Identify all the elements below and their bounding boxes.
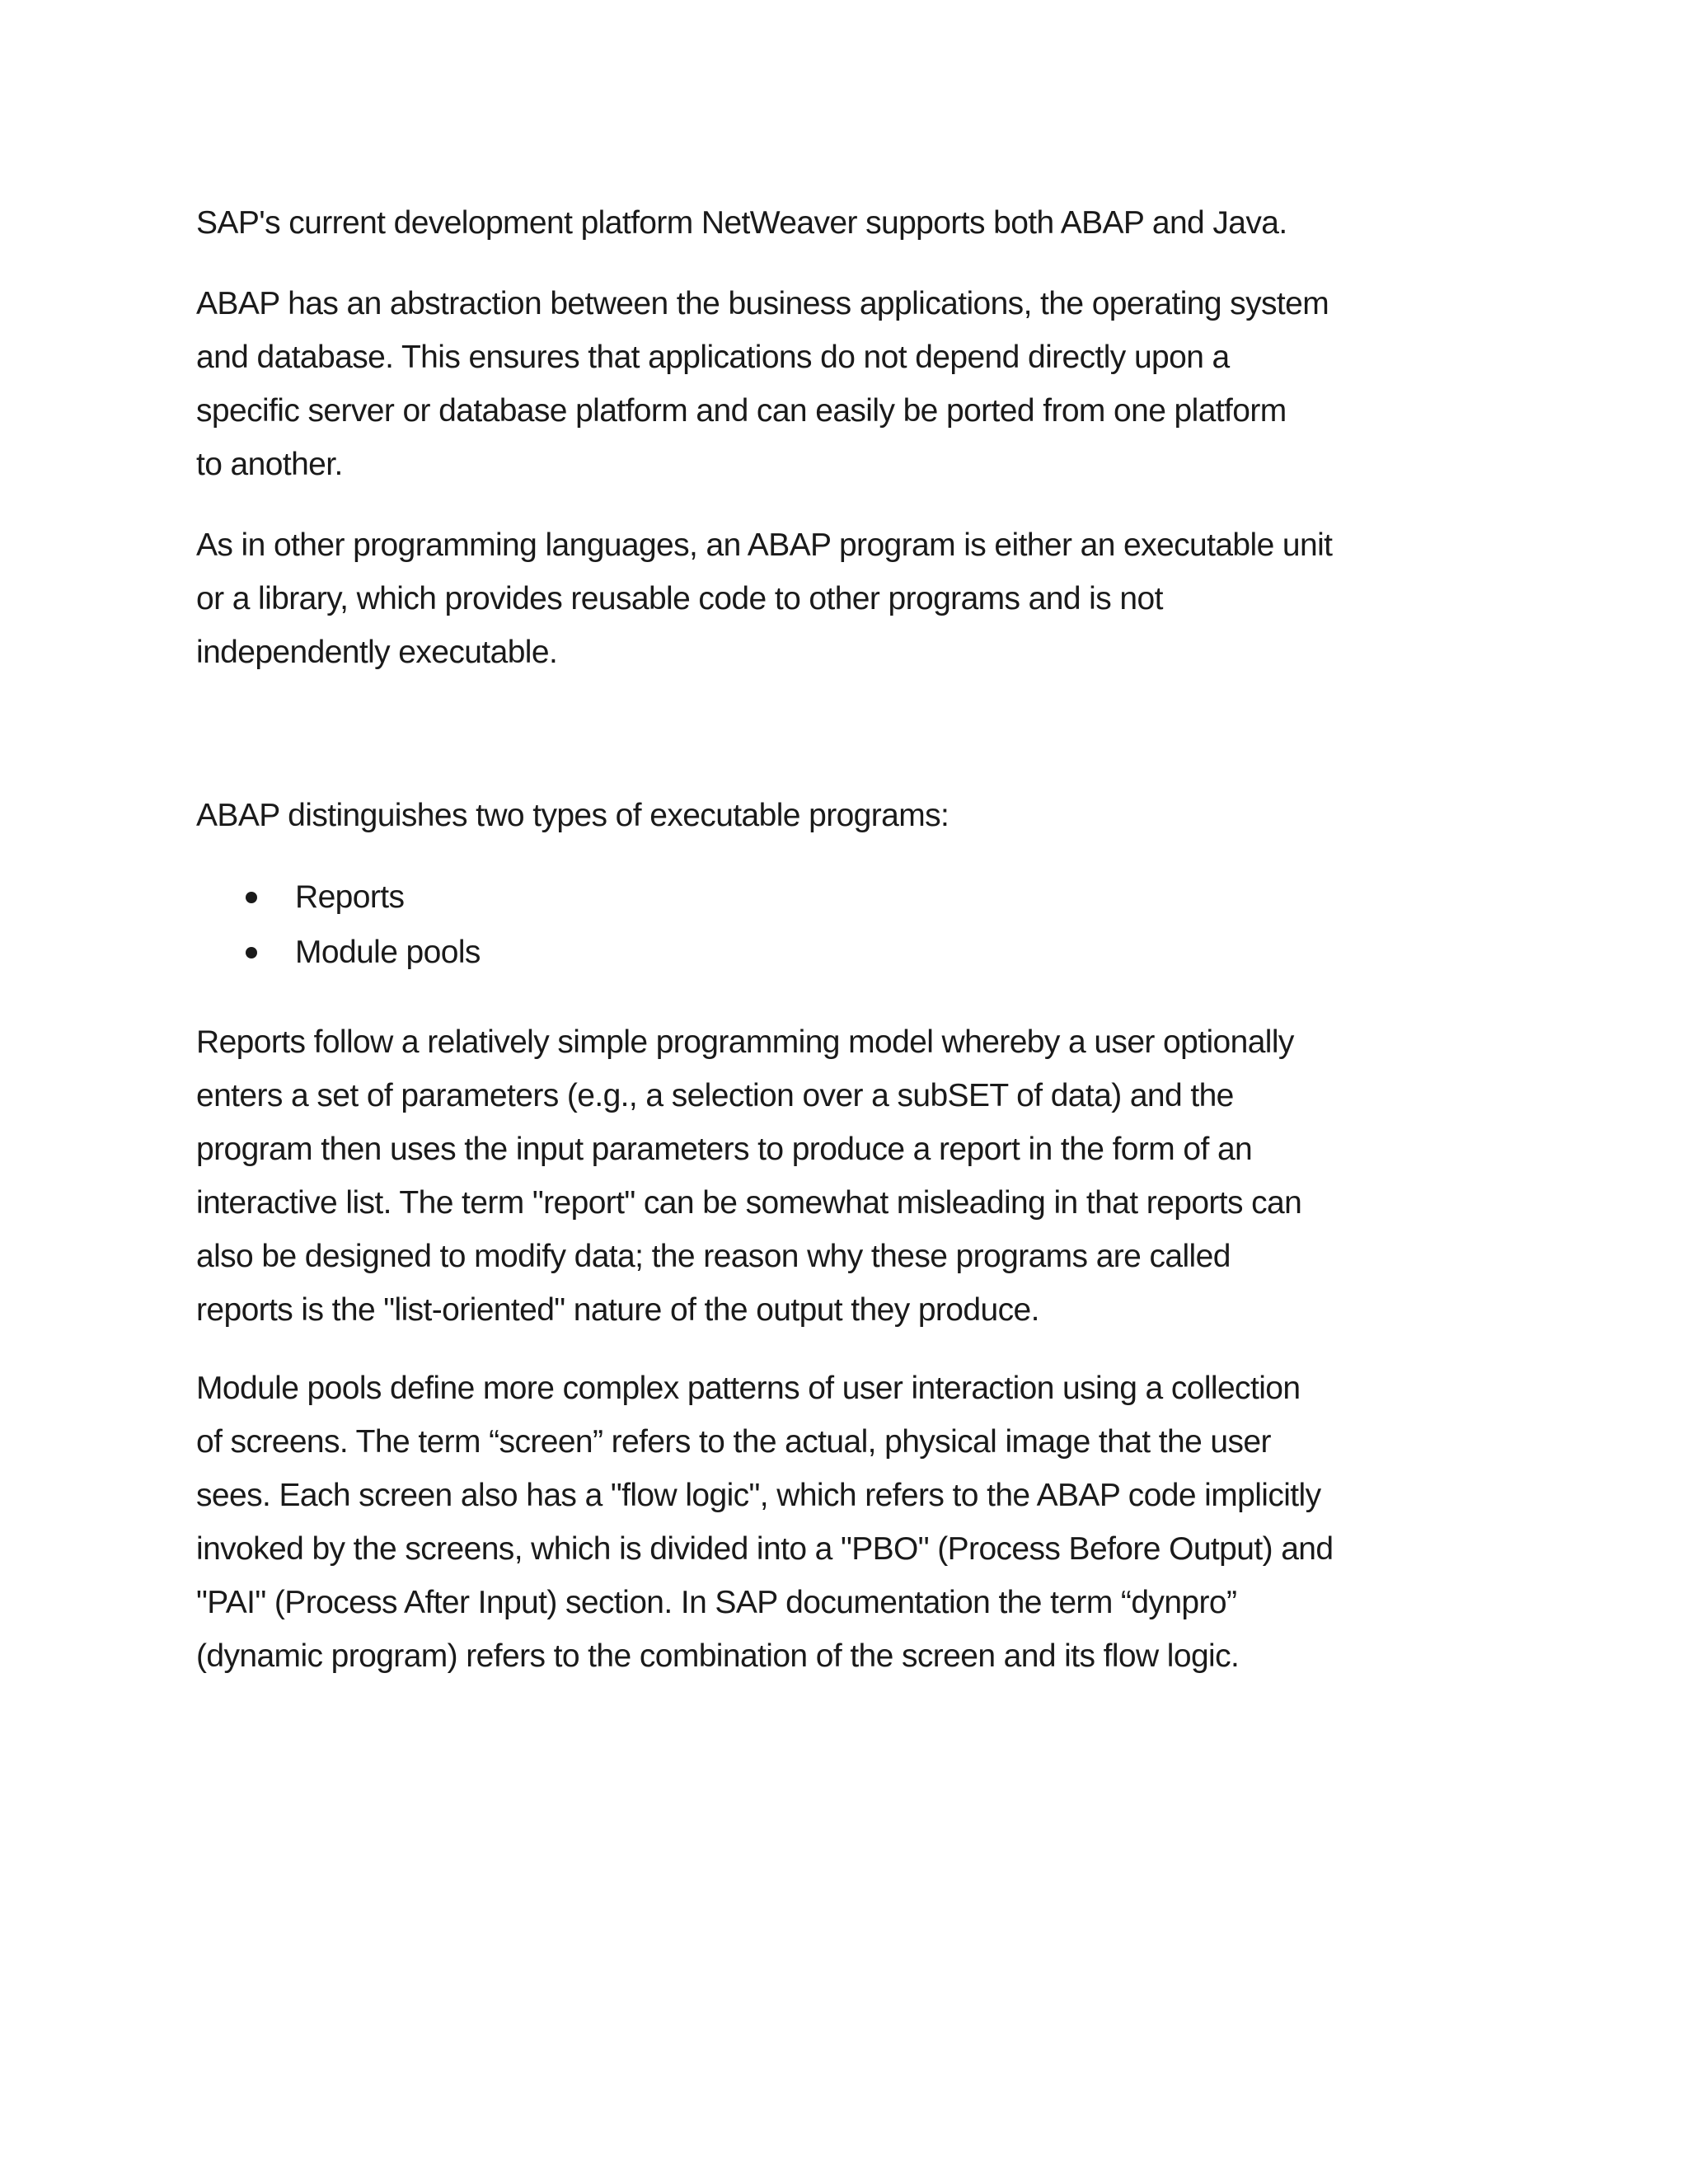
text-line: independently executable. — [196, 635, 558, 670]
text-line: also be designed to modify data; the reason why these programs are called — [196, 1239, 1231, 1274]
text-line: Reports follow a relatively simple programming model whereby a user optionally — [196, 1024, 1294, 1060]
text-line: (dynamic program) refers to the combination of the screen and its flow logic. — [196, 1638, 1240, 1674]
text-line: program then uses the input parameters to produce a report in the form of an — [196, 1132, 1253, 1167]
bullet-icon — [246, 892, 257, 903]
text-line: enters a set of parameters (e.g., a selection over a subSET of data) and the — [196, 1078, 1234, 1113]
text-line: to another. — [196, 447, 343, 482]
paragraph-module-pools — [196, 1361, 1498, 1683]
text-line: or a library, which provides reusable code to other programs and is not — [196, 581, 1163, 616]
paragraph-program-types — [196, 518, 1498, 679]
text-line: ABAP distinguishes two types of executable programs: — [196, 798, 950, 833]
text-line: SAP's current development platform NetWeaver supports both ABAP and Java. — [196, 205, 1287, 241]
paragraph-reports — [196, 1015, 1498, 1337]
list-item — [196, 925, 1498, 980]
list-item-label: Reports — [295, 879, 405, 915]
list-item-label: Module pools — [295, 935, 481, 970]
text-line: As in other programming languages, an ABAP program is either an executable unit — [196, 527, 1333, 563]
bullet-icon — [246, 947, 257, 958]
text-line: of screens. The term “screen” refers to the actual, physical image that the user — [196, 1424, 1271, 1460]
list-item — [196, 869, 1498, 925]
text-line: and database. This ensures that applications do not depend directly upon a — [196, 340, 1230, 375]
text-line: interactive list. The term "report" can be somewhat misleading in that reports can — [196, 1185, 1302, 1221]
text-line: ABAP has an abstraction between the business applications, the operating system — [196, 286, 1329, 321]
paragraph-executable-intro — [196, 789, 1498, 842]
paragraph-netweaver — [196, 196, 1498, 250]
text-line: Module pools define more complex patterns of user interaction using a collection — [196, 1371, 1301, 1406]
text-line: sees. Each screen also has a "flow logic", which refers to the ABAP code implicitly — [196, 1478, 1321, 1513]
paragraph-abstraction — [196, 277, 1498, 491]
text-line: "PAI" (Process After Input) section. In SAP documentation the term “dynpro” — [196, 1585, 1237, 1620]
text-line: specific server or database platform and can easily be ported from one platform — [196, 393, 1287, 429]
text-line: reports is the "list-oriented" nature of the output they produce. — [196, 1292, 1039, 1328]
text-line: invoked by the screens, which is divided into a "PBO" (Process Before Output) and — [196, 1531, 1334, 1567]
executable-program-list — [196, 869, 1498, 980]
